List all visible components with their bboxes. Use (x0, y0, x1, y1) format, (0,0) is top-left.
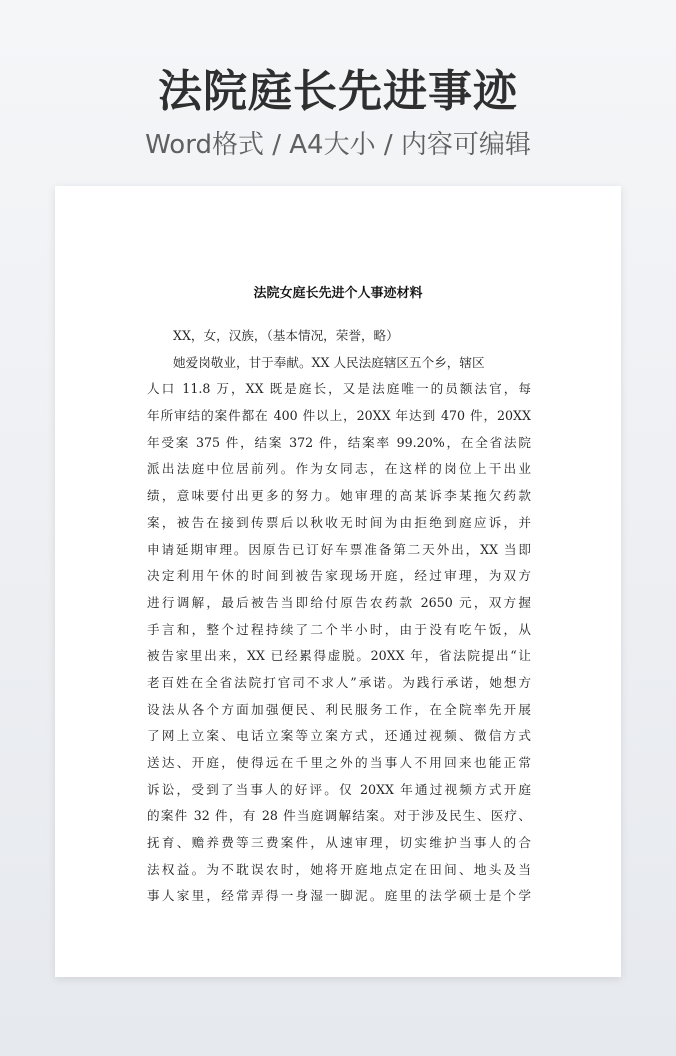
document-line: 的案件 32 件，有 28 件当庭调解结案。对于涉及民生、医疗、 (147, 808, 531, 824)
banner-title: 法院庭长先进事迹 (158, 66, 518, 117)
document-line: 绩，意味要付出更多的努力。她审理的高某诉李某拖欠药款 (147, 488, 531, 504)
document-line: 被告家里出来，XX 已经累得虚脱。20XX 年，省法院提出“让 (147, 648, 531, 664)
document-line: 抚育、赡养费等三费案件，从速审理，切实维护当事人的合 (147, 835, 531, 851)
document-line: 派出法庭中位居前列。作为女同志，在这样的岗位上干出业 (147, 461, 531, 477)
document-page (55, 186, 621, 977)
document-line: 进行调解，最后被告当即给付原告农药款 2650 元，双方握 (147, 594, 531, 610)
document-line: 决定利用午休的时间到被告家现场开庭，经过审理，为双方 (147, 568, 531, 584)
banner-subtitle: Word格式 / A4大小 / 内容可编辑 (145, 130, 531, 160)
document-line: 案，被告在接到传票后以秋收无时间为由拒绝到庭应诉，并 (147, 514, 531, 530)
banner-header (0, 62, 676, 162)
document-line: 申请延期审理。因原告已订好车票准备第二天外出，XX 当即 (147, 541, 531, 557)
document-line: 诉讼，受到了当事人的好评。仅 20XX 年通过视频方式开庭 (147, 781, 531, 797)
document-line: 老百姓在全省法院打官司不求人”承诺。为践行承诺，她想方 (147, 674, 531, 690)
document-line: XX，女，汉族，（基本情况，荣誉，略） (173, 328, 399, 343)
document-line: 法权益。为不耽误农时，她将开庭地点定在田间、地头及当 (147, 861, 531, 877)
document-line: 人口 11.8 万，XX 既是庭长，又是法庭唯一的员额法官，每 (147, 381, 531, 397)
document-title: 法院女庭长先进个人事迹材料 (253, 286, 423, 301)
document-line: 手言和，整个过程持续了二个半小时，由于没有吃午饭，从 (147, 621, 531, 637)
document-line: 年所审结的案件都在 400 件以上，20XX 年达到 470 件，20XX (147, 408, 531, 424)
document-line: 年受案 375 件，结案 372 件，结案率 99.20%，在全省法院 (147, 434, 531, 450)
document-body (147, 323, 531, 910)
document-line: 事人家里，经常弄得一身湿一脚泥。庭里的法学硕士是个学 (147, 888, 531, 904)
document-line: 送达、开庭，使得远在千里之外的当事人不用回来也能正常 (147, 755, 531, 770)
document-line: 她爱岗敬业，甘于奉献。XX 人民法庭辖区五个乡，辖区 (173, 354, 485, 370)
document-line: 了网上立案、电话立案等立案方式，还通过视频、微信方式 (147, 728, 531, 744)
document-line: 设法从各个方面加强便民、利民服务工作，在全院率先开展 (147, 701, 531, 717)
